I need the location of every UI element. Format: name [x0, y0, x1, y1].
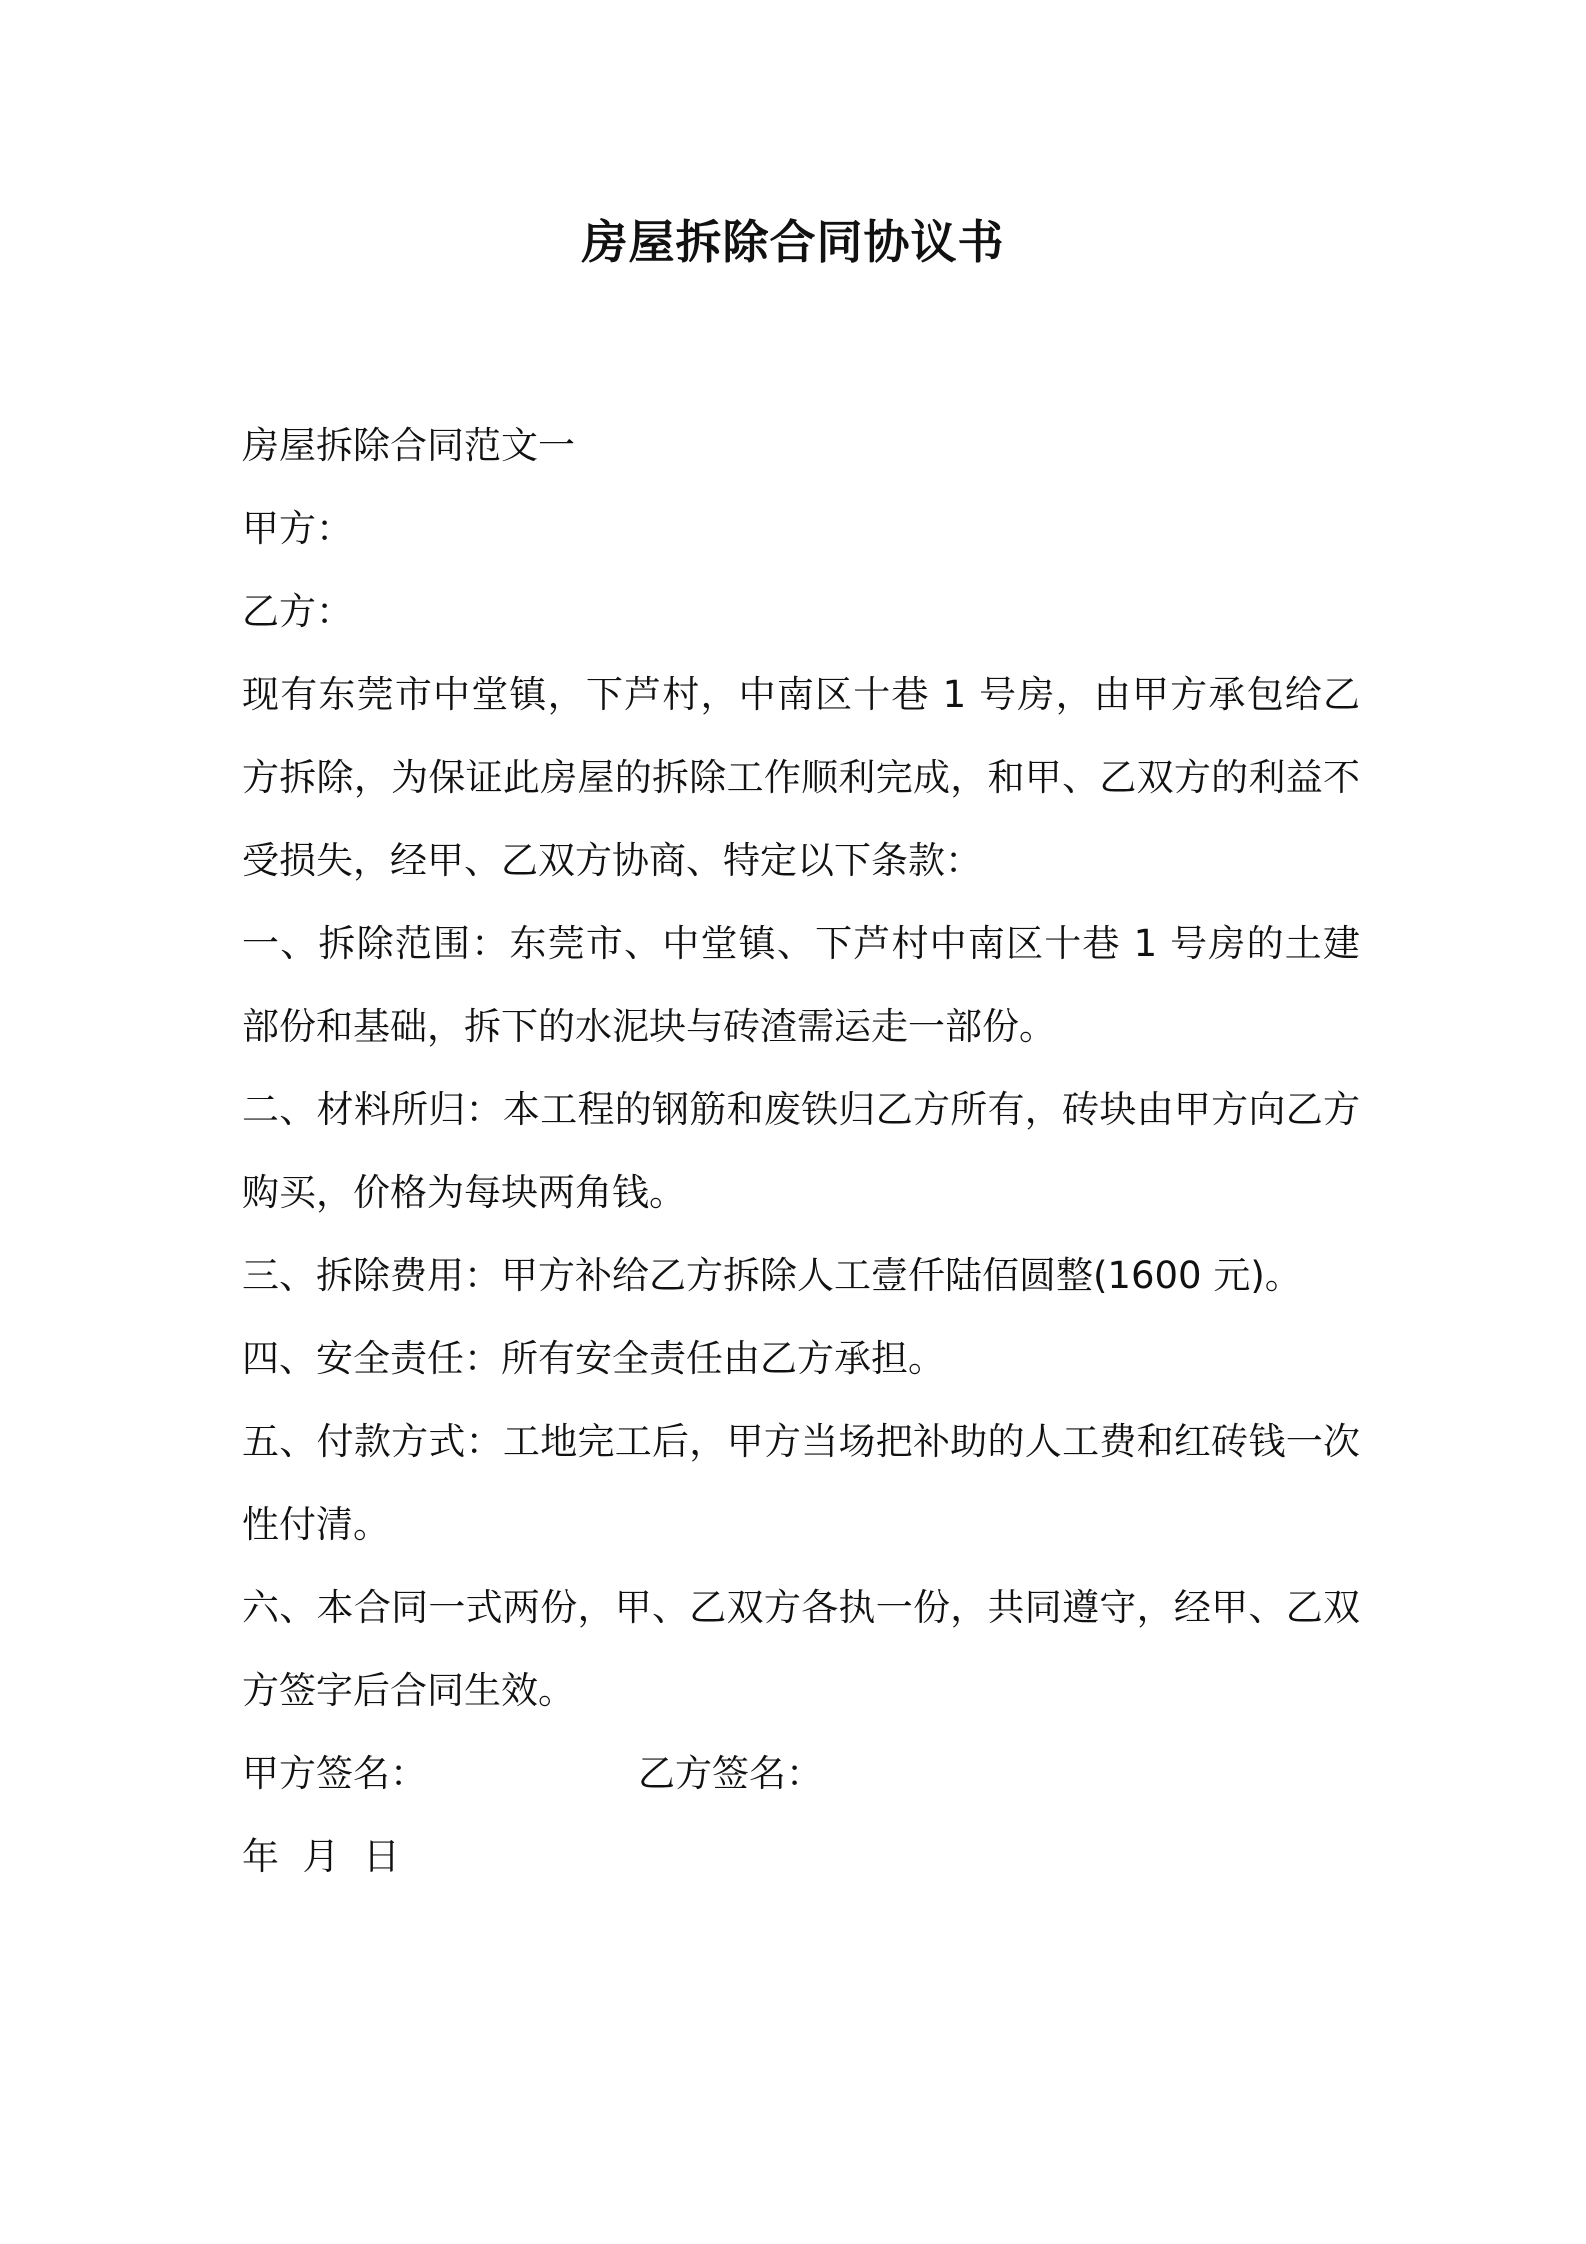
date-line: 年 月 日 [242, 1835, 401, 1878]
document-title: 房屋拆除合同协议书 [581, 215, 1005, 269]
signature-a-label: 甲方签名： [242, 1752, 427, 1795]
clause-materials: 二、材料所归：本工程的钢筋和废铁归乙方所有，砖块由甲方向乙方购买，价格为每块两角钱。 [242, 1088, 1360, 1214]
party-b-line: 乙方： [242, 590, 353, 633]
clause-scope: 一、拆除范围：东莞市、中堂镇、下芦村中南区十巷 1 号房的土建部份和基础，拆下的水泥块与砖渣需运走一部份。 [242, 922, 1360, 1048]
clause-safety: 四、安全责任：所有安全责任由乙方承担。 [242, 1337, 945, 1380]
clause-payment: 五、付款方式：工地完工后，甲方当场把补助的人工费和红砖钱一次性付清。 [242, 1420, 1360, 1546]
clause-fee: 三、拆除费用：甲方补给乙方拆除人工壹仟陆佰圆整(1600 元)。 [242, 1254, 1302, 1297]
party-a-line: 甲方： [242, 507, 353, 550]
clause-copies: 六、本合同一式两份，甲、乙双方各执一份，共同遵守，经甲、乙双方签字后合同生效。 [242, 1586, 1360, 1712]
signature-b-label: 乙方签名： [638, 1752, 823, 1795]
intro-paragraph: 现有东莞市中堂镇，下芦村，中南区十巷 1 号房，由甲方承包给乙方拆除，为保证此房屋的拆除工作顺利完成，和甲、乙双方的利益不受损失，经甲、乙双方协商、特定以下条款： [242, 673, 1360, 882]
subtitle: 房屋拆除合同范文一 [242, 424, 575, 467]
signature-row [242, 1732, 1360, 1815]
document-body [242, 404, 1360, 1898]
